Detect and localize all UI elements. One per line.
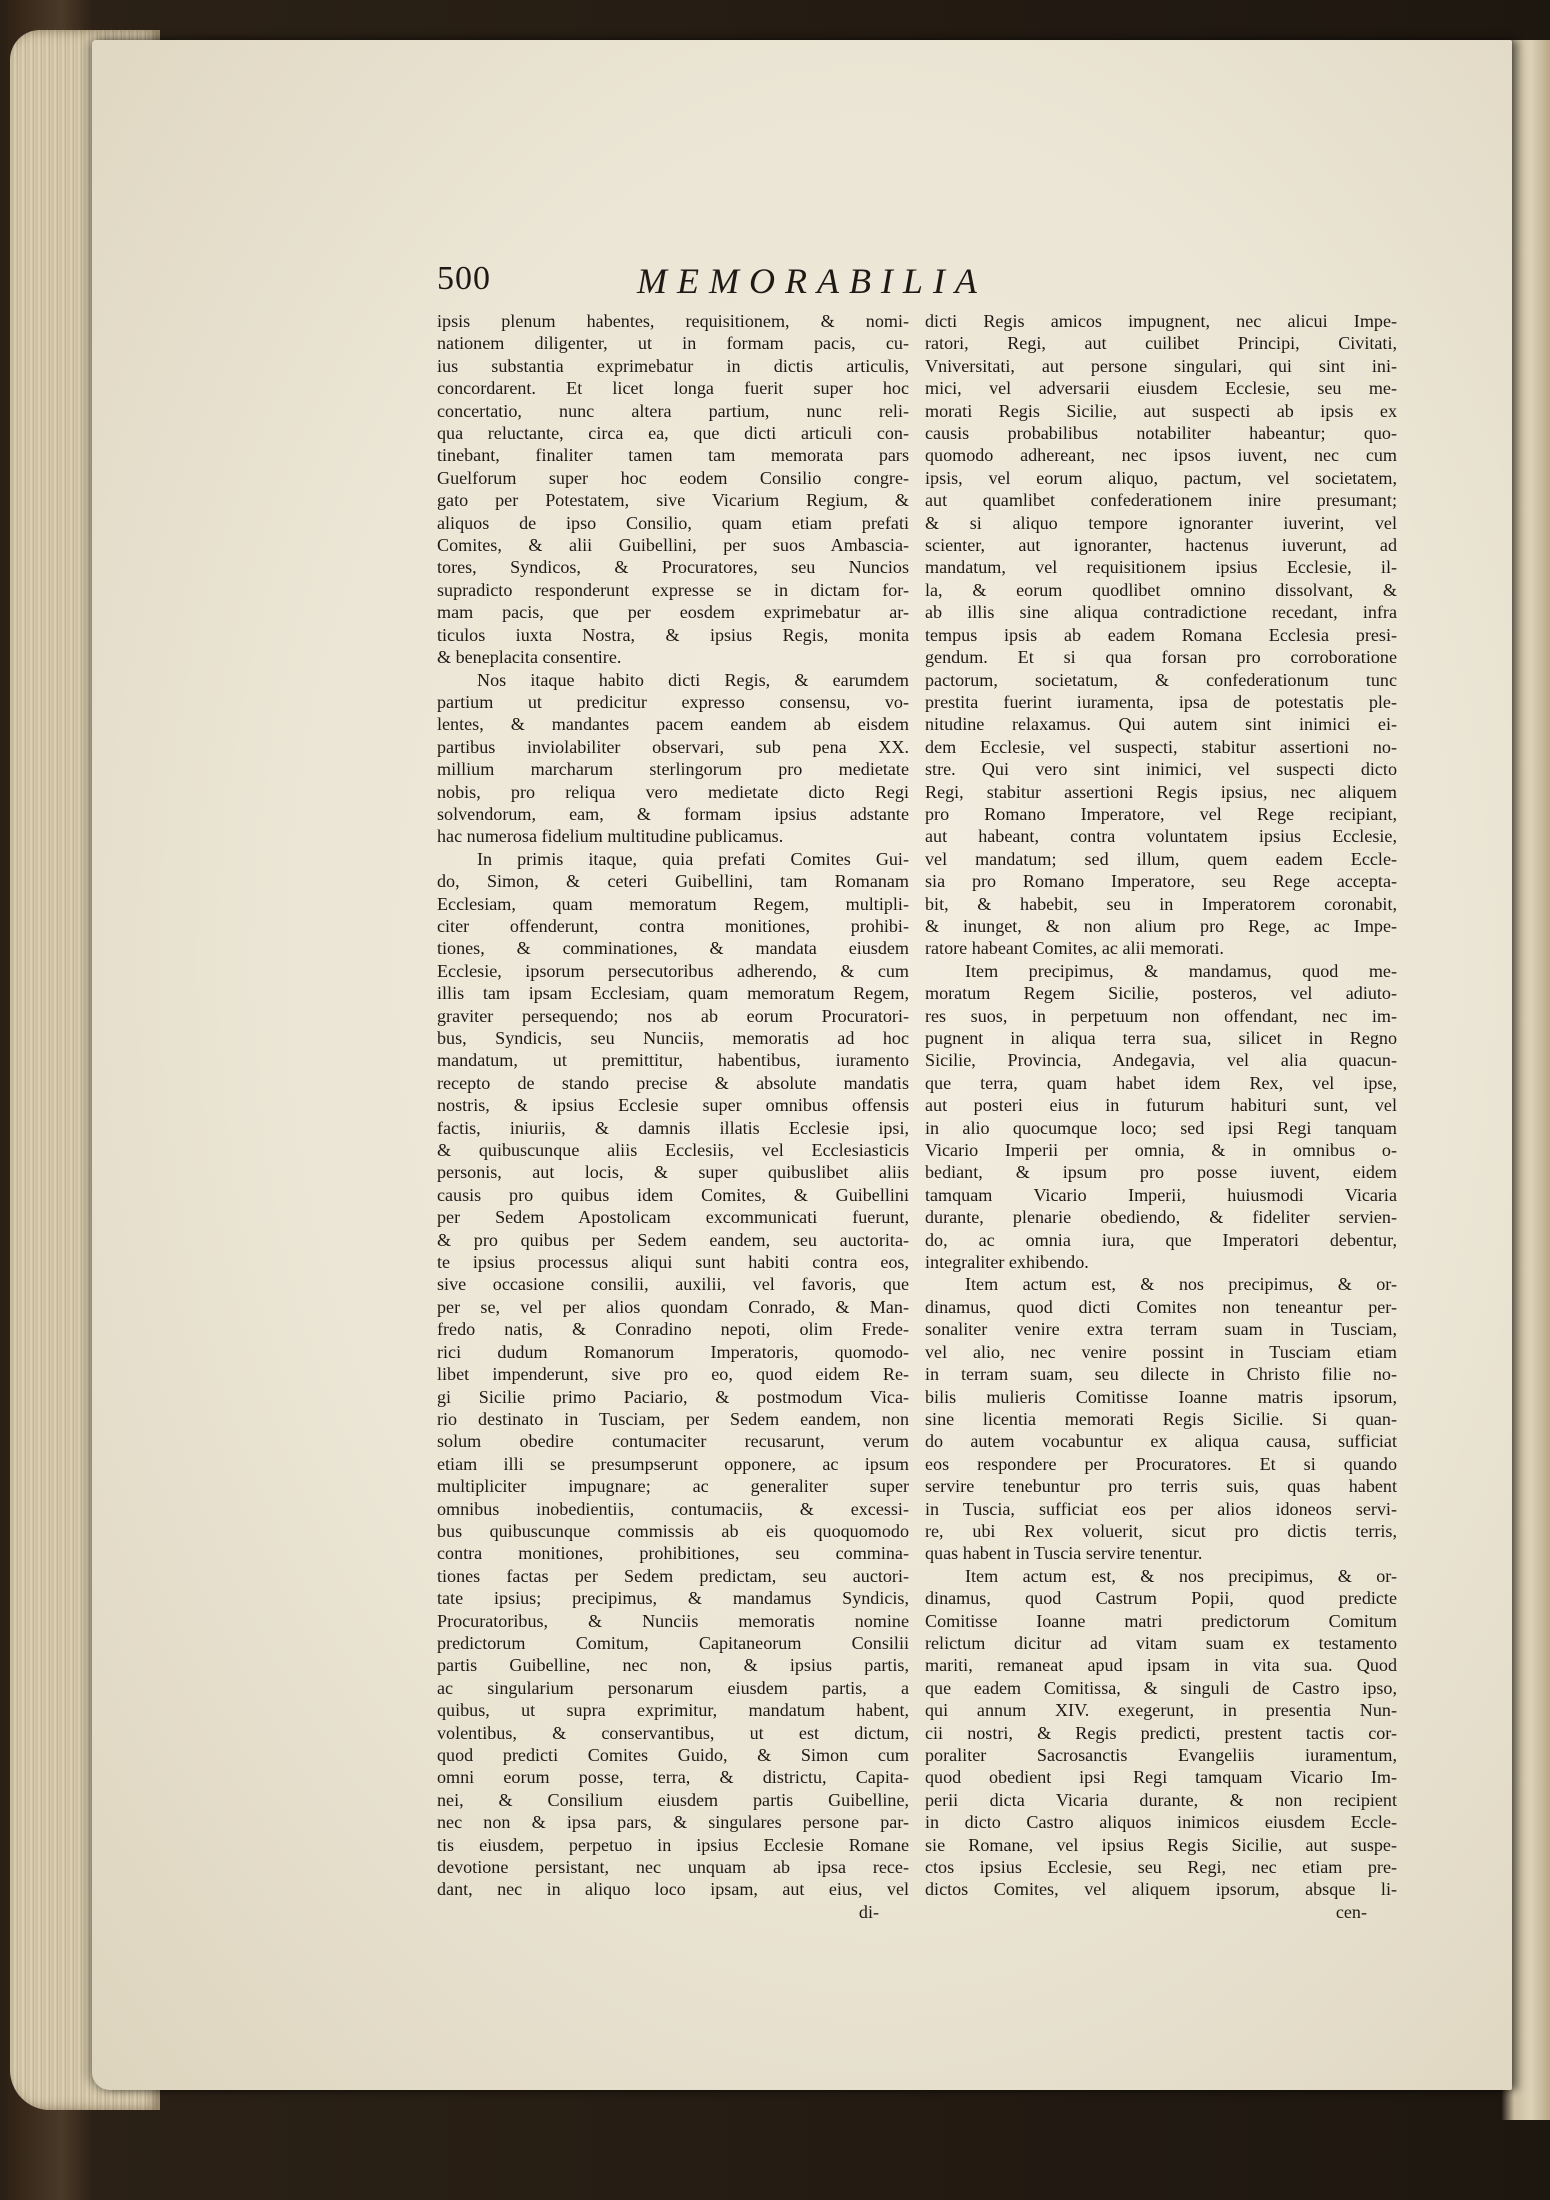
- text-line: partium ut predicitur expresso consensu, vo-: [437, 691, 909, 712]
- text-line: ctos ipsius Ecclesie, seu Regi, nec etiam pre-: [925, 1857, 1397, 1878]
- catchword: cen-: [1335, 1901, 1367, 1922]
- text-line: ius substantia exprimebatur in dictis articulis,: [437, 355, 909, 376]
- text-line: causis probabilibus notabiliter habeantur; quo-: [925, 423, 1397, 444]
- text-line: dem Ecclesie, vel suspecti, stabitur assertioni no-: [925, 736, 1397, 757]
- text-line: Procuratoribus, & Nunciis memoratis nomine: [437, 1610, 909, 1631]
- text-line: sie Romane, vel ipsius Regis Sicilie, aut suspe-: [925, 1834, 1397, 1855]
- text-line: & si aliquo tempore ignoranter iuverint, vel: [925, 512, 1397, 533]
- text-line: citer offenderunt, contra monitiones, prohibi-: [437, 915, 909, 936]
- text-line: in dicto Castro aliquos inimicos eiusdem Eccle-: [925, 1812, 1397, 1833]
- text-line: ac singularium personarum eiusdem partis, a: [437, 1677, 909, 1698]
- text-line: pactorum, societatum, & confederationum tunc: [925, 669, 1397, 690]
- text-line: solum obedire contumaciter recusarunt, verum: [437, 1431, 909, 1452]
- text-line: tinebant, finaliter tamen tam memorata pars: [437, 445, 909, 466]
- text-line: ratori, Regi, aut cuilibet Principi, Civitati,: [925, 333, 1397, 354]
- text-line: dictos Comites, vel aliquem ipsorum, absque li-: [925, 1879, 1397, 1900]
- text-line: gendum. Et si qua forsan pro corroboratione: [925, 647, 1397, 668]
- text-line: eos respondere per Procuratores. Et si quando: [925, 1453, 1397, 1474]
- page-number: 500: [437, 260, 491, 297]
- text-line: multipliciter impugnare; ac generaliter super: [437, 1476, 909, 1497]
- text-line: quomodo adhereant, nec ipsos iuvent, nec cum: [925, 445, 1397, 466]
- text-line: vel mandatum; sed illum, quem eadem Eccle-: [925, 848, 1397, 869]
- running-title: MEMORABILIA: [637, 261, 987, 301]
- text-line: predictorum Comitum, Capitaneorum Consilii: [437, 1632, 909, 1653]
- text-line: aliquos de ipso Consilio, quam etiam prefati: [437, 512, 909, 533]
- text-line: Guelforum super hoc eodem Consilio congre-: [437, 467, 909, 488]
- text-line: mariti, remaneat apud ipsam in vita sua. Quod: [925, 1655, 1397, 1676]
- text-line: Nos itaque habito dicti Regis, & earumdem: [477, 669, 909, 690]
- text-line: & beneplacita consentire.: [437, 647, 622, 668]
- text-line: ipsis plenum habentes, requisitionem, & nomi-: [437, 311, 909, 331]
- text-line: pro Romano Imperatore, vel Rege recipiant,: [925, 803, 1397, 824]
- text-line: lentes, & mandantes pacem eandem ab eisdem: [437, 714, 909, 735]
- text-line: bit, & habebit, seu in Imperatorem coronabit,: [925, 893, 1397, 914]
- text-line: dinamus, quod dicti Comites non teneantur per-: [925, 1296, 1397, 1317]
- text-line: concordarent. Et licet longa fuerit super hoc: [437, 378, 909, 399]
- text-line: Ecclesiam, quam memoratum Regem, multipli-: [437, 893, 909, 914]
- text-line: in alio quocumque loco; sed ipsi Regi tanquam: [925, 1117, 1397, 1138]
- right-column: [925, 310, 1397, 1923]
- text-line: te ipsius processus aliqui sunt habiti contra eos,: [437, 1252, 909, 1273]
- text-line: ticulos iuxta Nostra, & ipsius Regis, monita: [437, 624, 909, 645]
- text-line: quibus, ut supra exprimitur, mandatum habent,: [437, 1700, 909, 1721]
- text-line: Item precipimus, & mandamus, quod me-: [965, 960, 1397, 981]
- text-line: qua reluctante, circa ea, que dicti articuli con-: [437, 423, 909, 444]
- text-line: morati Regis Sicilie, aut suspecti ab ipsis ex: [925, 400, 1397, 421]
- text-line: Vniversitati, aut persone singulari, qui sint ini-: [925, 355, 1397, 376]
- text-line: tiones, & comminationes, & mandata eiusdem: [437, 938, 909, 959]
- text-line: nei, & Consilium eiusdem partis Guibelline,: [437, 1789, 909, 1810]
- text-line: personis, aut locis, & super quibuslibet aliis: [437, 1162, 909, 1183]
- text-line: integraliter exhibendo.: [925, 1252, 1089, 1273]
- text-line: dant, nec in aliquo loco ipsam, aut eius, vel: [437, 1879, 909, 1900]
- text-columns: [437, 310, 1397, 1923]
- text-line: durante, plenarie obediendo, & fideliter servien-: [925, 1207, 1397, 1228]
- text-line: poraliter Sacrosanctis Evangeliis iuramentum,: [925, 1745, 1397, 1765]
- text-line: tores, Syndicos, & Procuratores, seu Nuncios: [437, 557, 909, 578]
- text-line: do, Simon, & ceteri Guibellini, tam Romanam: [437, 871, 909, 892]
- text-line: hac numerosa fidelium multitudine publicamus.: [437, 826, 784, 847]
- text-line: solvendorum, eam, & formam ipsius adstante: [437, 803, 909, 824]
- running-head: [437, 260, 1397, 310]
- text-line: Ecclesie, ipsorum persecutoribus adherendo, & cum: [437, 960, 909, 981]
- text-line: que eadem Comitissa, & singuli de Castro ipso,: [925, 1677, 1397, 1698]
- text-line: aut habeant, contra voluntatem ipsius Ecclesie,: [925, 826, 1397, 847]
- text-line: Regi, stabitur assertioni Regis ipsius, nec aliquem: [925, 781, 1397, 802]
- text-line: aut posteri eius in futurum habituri sunt, vel: [925, 1095, 1397, 1116]
- text-line: ratore habeant Comites, ac alii memorati.: [925, 938, 1224, 959]
- text-line: tis eiusdem, perpetuo in ipsius Ecclesie Romane: [437, 1834, 909, 1855]
- text-line: per Sedem Apostolicam excommunicati fuerunt,: [437, 1207, 909, 1228]
- text-line: factis, iniuriis, & damnis illatis Ecclesie ipsi,: [437, 1117, 909, 1138]
- text-line: partis Guibelline, nec non, & ipsius partis,: [437, 1655, 909, 1676]
- text-line: quas habent in Tuscia servire tenentur.: [925, 1543, 1203, 1564]
- text-line: omni eorum posse, terra, & districtu, Capita-: [437, 1767, 909, 1788]
- text-line: rio destinato in Tusciam, per Sedem eandem, non: [437, 1408, 909, 1429]
- text-line: recepto de stando precise & absolute mandatis: [437, 1072, 909, 1093]
- text-line: in terram suam, seu dilecte in Christo filie no-: [925, 1364, 1397, 1385]
- text-line: partibus inviolabiliter observari, sub pena XX.: [437, 736, 909, 757]
- text-line: tate ipsius; precipimus, & mandamus Syndicis,: [437, 1588, 909, 1609]
- text-line: do autem vocabuntur ex aliqua causa, sufficiat: [925, 1431, 1397, 1452]
- text-line: servire tenebuntur pro terris suis, quas habent: [925, 1476, 1397, 1497]
- text-line: in Tuscia, sufficiat eos per alios idoneos servi-: [925, 1498, 1397, 1519]
- text-line: pugnent in aliqua terra sua, silicet in Regno: [925, 1028, 1397, 1048]
- text-line: relictum dicitur ad vitam suam ex testamento: [925, 1632, 1397, 1653]
- text-line: devotione persistant, nec unquam ab ipsa rece-: [437, 1857, 909, 1878]
- text-line: sive occasione consilii, auxilii, vel favoris, que: [437, 1274, 909, 1295]
- text-line: perii dicta Vicaria durante, & non recipient: [925, 1789, 1397, 1810]
- text-line: nec non & ipsa pars, & singulares persone par-: [437, 1812, 909, 1833]
- text-line: libet impenderunt, sive pro eo, quod eidem Re-: [437, 1364, 909, 1385]
- text-line: volentibus, & conservantibus, ut est dictum,: [437, 1722, 909, 1743]
- text-line: sia pro Romano Imperatore, seu Rege accepta-: [925, 871, 1397, 892]
- text-line: nationem diligenter, ut in formam pacis, cu-: [437, 333, 909, 354]
- text-line: causis pro quibus idem Comites, & Guibellini: [437, 1184, 909, 1205]
- text-line: per se, vel per alios quondam Conrado, & Man-: [437, 1296, 909, 1317]
- text-line: millium marcharum sterlingorum pro medietate: [437, 759, 909, 780]
- text-line: & pro quibus per Sedem eandem, seu auctorita-: [437, 1229, 909, 1250]
- text-line: dinamus, quod Castrum Popii, quod predicte: [925, 1588, 1397, 1609]
- text-line: cii nostri, & Regis predicti, prestent tactis cor-: [925, 1722, 1397, 1743]
- text-line: bus quibuscunque commissis ab eis quoquomodo: [437, 1520, 909, 1541]
- text-line: bilis mulieris Comitisse Ioanne matris ipsorum,: [925, 1386, 1397, 1407]
- text-line: tempus ipsis ab eadem Romana Ecclesia presi-: [925, 624, 1397, 645]
- text-line: etiam illi se presumpserunt opponere, ac ipsum: [437, 1453, 909, 1474]
- text-line: tamquam Vicario Imperii, huiusmodi Vicaria: [925, 1184, 1397, 1205]
- text-line: gato per Potestatem, sive Vicarium Regium, &: [437, 490, 909, 511]
- text-line: supradicto responderunt expresse se in dictam for-: [437, 579, 909, 600]
- text-line: & inunget, & non alium pro Rege, ac Impe-: [925, 915, 1397, 936]
- text-line: quod predicti Comites Guido, & Simon cum: [437, 1745, 909, 1765]
- text-line: Item actum est, & nos precipimus, & or-: [965, 1274, 1397, 1295]
- text-line: Comitisse Ioanne matri predictorum Comitum: [925, 1610, 1397, 1631]
- text-line: sonaliter venire extra terram suam in Tusciam,: [925, 1319, 1397, 1340]
- text-line: dicti Regis amicos impugnent, nec alicui Impe-: [925, 311, 1397, 331]
- text-line: res suos, in perpetuum non offendant, nec im-: [925, 1005, 1397, 1026]
- text-line: & quibuscunque aliis Ecclesiis, vel Ecclesiasticis: [437, 1140, 909, 1161]
- text-line: la, & eorum quodlibet omnino dissolvant, &: [925, 579, 1397, 600]
- text-line: mam pacis, que per eosdem exprimebatur ar-: [437, 602, 909, 623]
- text-line: fredo natis, & Conradino nepoti, olim Frede-: [437, 1319, 909, 1340]
- text-line: ab illis sine aliqua contradictione recedant, infra: [925, 602, 1397, 623]
- text-line: aut quamlibet confederationem inire presumant;: [925, 490, 1397, 511]
- text-line: do, ac omnia iura, que Imperatori debentur,: [925, 1229, 1397, 1250]
- text-line: bediant, & ipsum pro posse iuvent, eidem: [925, 1162, 1397, 1183]
- text-line: mandatum, vel requisitionem ipsius Ecclesie, il-: [925, 557, 1397, 578]
- text-line: Comites, & alii Guibellini, per suos Ambascia-: [437, 535, 909, 556]
- text-line: tiones factas per Sedem predictam, seu auctori-: [437, 1565, 909, 1586]
- text-line: bus, Syndicis, seu Nunciis, memoratis ad hoc: [437, 1028, 909, 1048]
- text-line: gi Sicilie primo Paciario, & postmodum Vica-: [437, 1386, 909, 1407]
- page-text-area: [437, 250, 1397, 2100]
- text-line: mandatum, ut premittitur, habentibus, iuramento: [437, 1050, 909, 1071]
- text-line: rici dudum Romanorum Imperatoris, quomodo-: [437, 1341, 909, 1362]
- text-line: nitudine relaxamus. Qui autem sint inimici ei-: [925, 714, 1397, 735]
- text-line: moratum Regem Sicilie, posteros, vel adiuto-: [925, 983, 1397, 1004]
- text-line: Item actum est, & nos precipimus, & or-: [965, 1565, 1397, 1586]
- text-line: que terra, quam habet idem Rex, vel ipse,: [925, 1072, 1397, 1093]
- text-line: nobis, pro reliqua vero medietate dicto Regi: [437, 781, 909, 802]
- catchword: di-: [858, 1901, 879, 1922]
- text-line: omnibus inobedientiis, contumaciis, & excessi-: [437, 1498, 909, 1519]
- text-line: mici, vel adversarii eiusdem Ecclesie, seu me-: [925, 378, 1397, 399]
- text-line: ipsis, vel eorum aliquo, pactum, vel societatem,: [925, 467, 1397, 488]
- text-line: nostris, & ipsius Ecclesie super omnibus offensis: [437, 1095, 909, 1116]
- text-line: illis tam ipsam Ecclesiam, quam memoratum Regem,: [437, 983, 909, 1004]
- left-column: [437, 310, 909, 1923]
- text-line: In primis itaque, quia prefati Comites Gui-: [477, 848, 909, 869]
- text-line: vel alio, nec venire possint in Tusciam etiam: [925, 1341, 1397, 1362]
- text-line: Sicilie, Provincia, Andegavia, vel alia quacun-: [925, 1050, 1397, 1071]
- text-line: graviter persequendo; nos ab eorum Procuratori-: [437, 1005, 909, 1026]
- text-line: quod obedient ipsi Regi tamquam Vicario Im-: [925, 1767, 1397, 1788]
- text-line: stre. Qui vero sint inimici, vel suspecti dicto: [925, 759, 1397, 780]
- text-line: scienter, aut ignoranter, hactenus iuverunt, ad: [925, 535, 1397, 556]
- text-line: prestita fuerint iuramenta, ipsa de potestatis ple-: [925, 691, 1397, 712]
- text-line: contra monitiones, prohibitiones, seu commina-: [437, 1543, 909, 1564]
- text-line: qui annum XIV. exegerunt, in presentia Nun-: [925, 1700, 1397, 1721]
- text-line: concertatio, nunc altera partium, nunc reli-: [437, 400, 909, 421]
- text-line: re, ubi Rex voluerit, sicut pro dictis terris,: [925, 1520, 1397, 1541]
- text-line: sine licentia memorati Regis Sicilie. Si quan-: [925, 1408, 1397, 1429]
- text-line: Vicario Imperii per omnia, & in omnibus o-: [925, 1140, 1397, 1161]
